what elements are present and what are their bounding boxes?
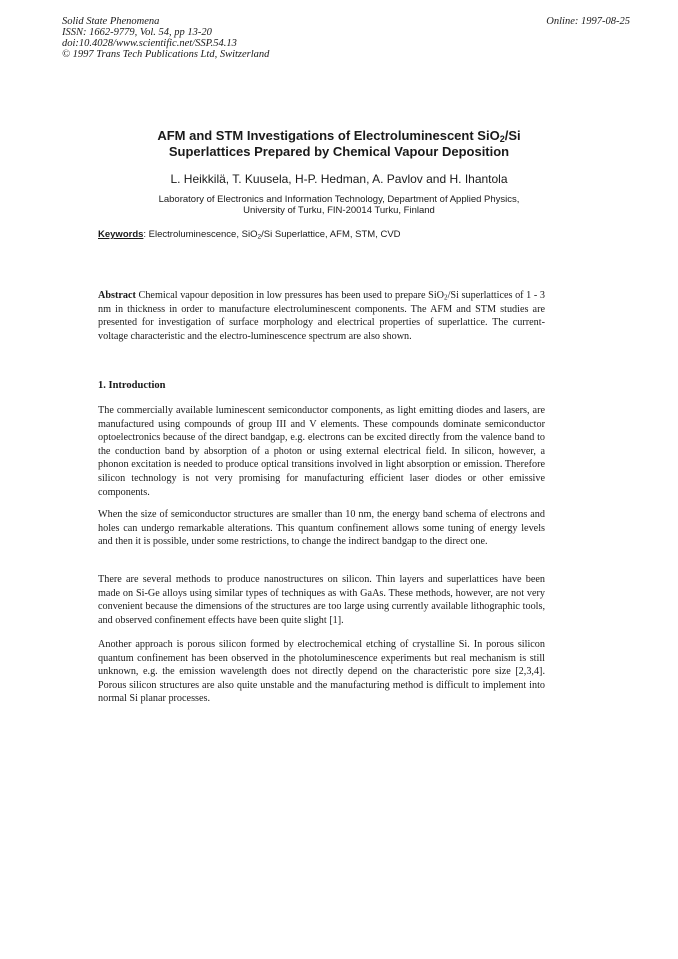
author-list: L. Heikkilä, T. Kuusela, H-P. Hedman, A. Pavlov and H. Ihantola — [170, 172, 508, 186]
title-line-2: Superlattices Prepared by Chemical Vapour Deposition — [168, 144, 510, 159]
paper-title — [0, 128, 678, 160]
online-date: Online: 1997-08-25 — [546, 16, 630, 27]
intro-paragraph-2: When the size of semiconductor structures are smaller than 10 nm, the energy band schema of electrons and holes can undergo remarkable alterations. This quantum confinement allows some tuning of energy levels and then it is possible, under some restrictions, to change the indirect bandgap to the direct one. — [98, 509, 545, 548]
abstract-label: Abstract — [98, 290, 136, 301]
publication-header — [62, 16, 269, 60]
keywords: Keywords: Electroluminescence, SiO$_2$/Si Superlattice, AFM, STM, CVD — [98, 229, 401, 241]
issn-line: ISSN: 1662-9779, Vol. 54, pp 13-20 — [62, 27, 212, 38]
title-line-1: AFM and STM Investigations of Electroluminescent SiO$_2$/Si — [157, 128, 521, 144]
journal-name: Solid State Phenomena — [62, 16, 160, 27]
abstract: Abstract Chemical vapour deposition in low pressures has been used to prepare SiO$_2$/Si superlattices of 1 - 3 nm in thickness in order to manufacture electroluminescent components. The AFM and STM studies are presented for investigation of surface morphology and electrical properties of superlattice. The current-voltage characteristic and the electro-luminescence spectrum are also shown. — [98, 290, 545, 342]
affiliation-line-1: Laboratory of Electronics and Information Technology, Department of Applied Physics, — [158, 194, 520, 205]
copyright-line: © 1997 Trans Tech Publications Ltd, Switzerland — [62, 49, 270, 60]
intro-paragraph-1: The commercially available luminescent semiconductor components, as light emitting diodes and lasers, are manufactured using compounds of group III and V elements. These compounds dominate semiconductor optoelectronics because of the direct bandgap, e.g. electrons can be excited directly from the valence band to the conduction band by absorption of a photon or using external electrical field. In silicon, however, a phonon excitation is needed to produce optical transitions involved in light absorption or emission. Therefore silicon technology is not very promising for manufacturing efficient laser diodes or other emissive components. — [98, 405, 545, 498]
doi-line: doi:10.4028/www.scientific.net/SSP.54.13 — [62, 38, 237, 49]
keywords-label: Keywords — [98, 229, 144, 240]
intro-paragraph-4: Another approach is porous silicon formed by electrochemical etching of crystalline Si. In porous silicon quantum confinement has been observed in the photoluminescence experiments but real mechanism is still unknown, e.g. the emission wavelength does not directly depend on the characteristic pore size [2,3,4]. Porous silicon structures are also quite unstable and the manufacturing method is difficult to implement into normal Si planar processes. — [98, 639, 545, 705]
affiliation — [0, 194, 678, 216]
section-heading-introduction: 1. Introduction — [98, 380, 166, 391]
intro-paragraph-3: There are several methods to produce nanostructures on silicon. Thin layers and superlattices have been made on Si-Ge alloys using similar types of techniques as with GaAs. These methods, however, are not very convenient because the dimensions of the structures are too large using currently available lithographic tools, and observed confinement effects have been quite slight [1]. — [98, 574, 545, 626]
affiliation-line-2: University of Turku, FIN-20014 Turku, Finland — [243, 205, 435, 216]
